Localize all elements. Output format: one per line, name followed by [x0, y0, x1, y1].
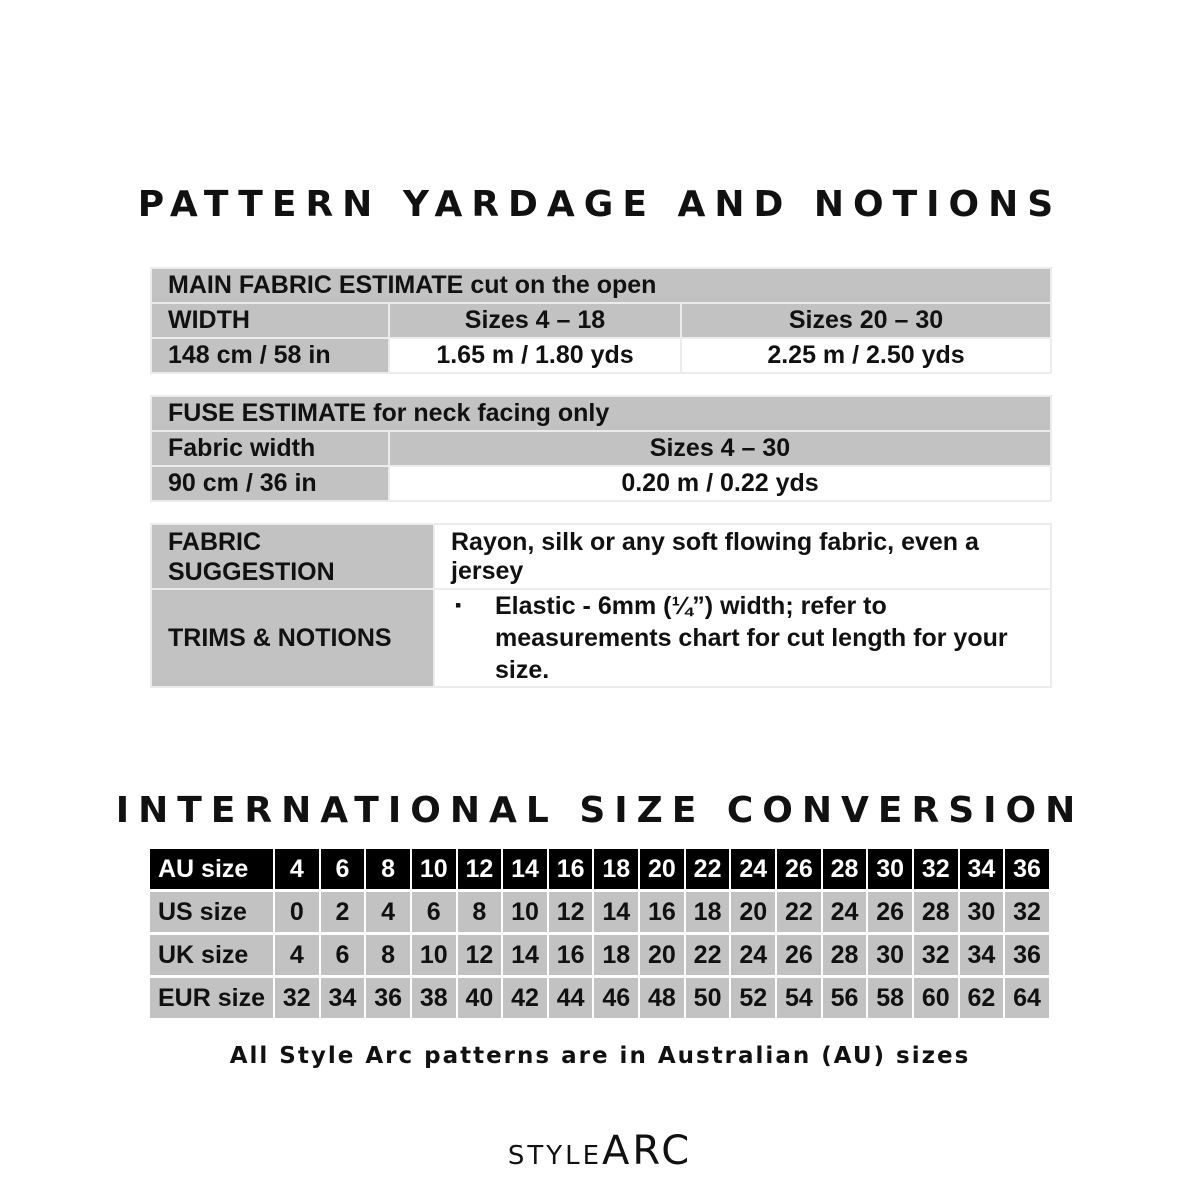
- size-cell: 26: [776, 934, 822, 977]
- width-header: WIDTH: [151, 303, 389, 338]
- size-cell: 28: [822, 849, 868, 891]
- size-cell: 30: [959, 891, 1005, 934]
- trims-text: Elastic - 6mm (¼”) width; refer to measurements chart for cut length for your size.: [495, 592, 1008, 684]
- size-cell: 34: [959, 934, 1005, 977]
- size-cell: 10: [502, 891, 548, 934]
- yardage-title: PATTERN YARDAGE AND NOTIONS: [137, 184, 1063, 225]
- size-cell: 56: [822, 977, 868, 1020]
- size-cell: 36: [365, 977, 411, 1020]
- size-cell: 10: [411, 934, 457, 977]
- size-cell: 28: [913, 891, 959, 934]
- size-cell: 24: [822, 891, 868, 934]
- style-arc-logo: [0, 1128, 1200, 1174]
- size-row: [150, 849, 1050, 891]
- size-row: [150, 977, 1050, 1020]
- au-sizes-note: All Style Arc patterns are in Australian (AU) sizes: [229, 1043, 971, 1069]
- logo-style-text: STYLE: [507, 1141, 603, 1171]
- size-cell: 20: [639, 849, 685, 891]
- size-row: [150, 891, 1050, 934]
- size-row-label: UK size: [150, 934, 274, 977]
- size-cell: 26: [867, 891, 913, 934]
- size-row-label: US size: [150, 891, 274, 934]
- size-cell: 24: [730, 849, 776, 891]
- size-cell: 34: [320, 977, 366, 1020]
- fuse-yardage-value: 0.20 m / 0.22 yds: [389, 466, 1051, 501]
- size-cell: 62: [959, 977, 1005, 1020]
- size-cell: 50: [685, 977, 731, 1020]
- logo-arc-text: ARC: [602, 1128, 693, 1174]
- sizes-20-30-header: Sizes 20 – 30: [681, 303, 1051, 338]
- size-cell: 20: [730, 891, 776, 934]
- size-cell: 22: [776, 891, 822, 934]
- size-cell: 32: [274, 977, 320, 1020]
- fabric-suggestion-value: Rayon, silk or any soft flowing fabric, even a jersey: [434, 524, 1051, 589]
- fabric-width-value: 148 cm / 58 in: [151, 338, 389, 373]
- bullet-icon: ▪: [455, 595, 462, 615]
- size-cell: 36: [1004, 934, 1050, 977]
- fuse-heading: FUSE ESTIMATE for neck facing only: [151, 396, 1051, 431]
- size-cell: 0: [274, 891, 320, 934]
- size-cell: 4: [274, 849, 320, 891]
- size-cell: 58: [867, 977, 913, 1020]
- trims-notions-label: TRIMS & NOTIONS: [151, 589, 434, 687]
- size-cell: 36: [1004, 849, 1050, 891]
- size-cell: 22: [685, 849, 731, 891]
- size-cell: 6: [320, 849, 366, 891]
- main-fabric-table: [150, 267, 1052, 374]
- size-cell: 12: [548, 891, 594, 934]
- size-cell: 12: [457, 934, 503, 977]
- size-cell: 28: [822, 934, 868, 977]
- fuse-table: [150, 395, 1052, 502]
- fuse-width-value: 90 cm / 36 in: [151, 466, 389, 501]
- size-cell: 46: [593, 977, 639, 1020]
- size-cell: 24: [730, 934, 776, 977]
- size-cell: 8: [365, 934, 411, 977]
- size-cell: 30: [867, 849, 913, 891]
- size-cell: 16: [548, 849, 594, 891]
- size-cell: 14: [593, 891, 639, 934]
- size-cell: 16: [548, 934, 594, 977]
- sizes-4-18-header: Sizes 4 – 18: [389, 303, 681, 338]
- size-cell: 4: [274, 934, 320, 977]
- size-cell: 18: [593, 849, 639, 891]
- yardage-small-sizes: 1.65 m / 1.80 yds: [389, 338, 681, 373]
- fuse-sizes-header: Sizes 4 – 30: [389, 431, 1051, 466]
- size-cell: 18: [593, 934, 639, 977]
- size-cell: 4: [365, 891, 411, 934]
- size-cell: 10: [411, 849, 457, 891]
- size-row-label: AU size: [150, 849, 274, 891]
- size-cell: 40: [457, 977, 503, 1020]
- size-cell: 38: [411, 977, 457, 1020]
- fuse-width-header: Fabric width: [151, 431, 389, 466]
- size-row: [150, 934, 1050, 977]
- size-cell: 18: [685, 891, 731, 934]
- size-cell: 52: [730, 977, 776, 1020]
- size-cell: 32: [913, 849, 959, 891]
- conversion-title: INTERNATIONAL SIZE CONVERSION: [115, 790, 1085, 831]
- size-cell: 6: [411, 891, 457, 934]
- size-cell: 42: [502, 977, 548, 1020]
- size-cell: 32: [1004, 891, 1050, 934]
- size-cell: 54: [776, 977, 822, 1020]
- yardage-large-sizes: 2.25 m / 2.50 yds: [681, 338, 1051, 373]
- size-cell: 64: [1004, 977, 1050, 1020]
- size-cell: 22: [685, 934, 731, 977]
- suggestion-table: [150, 523, 1052, 688]
- size-cell: 14: [502, 934, 548, 977]
- size-cell: 14: [502, 849, 548, 891]
- size-cell: 2: [320, 891, 366, 934]
- size-cell: 26: [776, 849, 822, 891]
- main-fabric-heading: MAIN FABRIC ESTIMATE cut on the open: [151, 268, 1051, 303]
- size-cell: 20: [639, 934, 685, 977]
- size-cell: 48: [639, 977, 685, 1020]
- size-cell: 60: [913, 977, 959, 1020]
- fabric-suggestion-label: FABRIC SUGGESTION: [151, 524, 434, 589]
- trims-notions-value: [434, 589, 1051, 687]
- size-cell: 16: [639, 891, 685, 934]
- size-cell: 32: [913, 934, 959, 977]
- size-cell: 8: [365, 849, 411, 891]
- size-row-label: EUR size: [150, 977, 274, 1020]
- size-conversion-table: [150, 849, 1051, 1021]
- size-cell: 12: [457, 849, 503, 891]
- size-cell: 34: [959, 849, 1005, 891]
- size-cell: 6: [320, 934, 366, 977]
- size-cell: 44: [548, 977, 594, 1020]
- size-cell: 8: [457, 891, 503, 934]
- size-cell: 30: [867, 934, 913, 977]
